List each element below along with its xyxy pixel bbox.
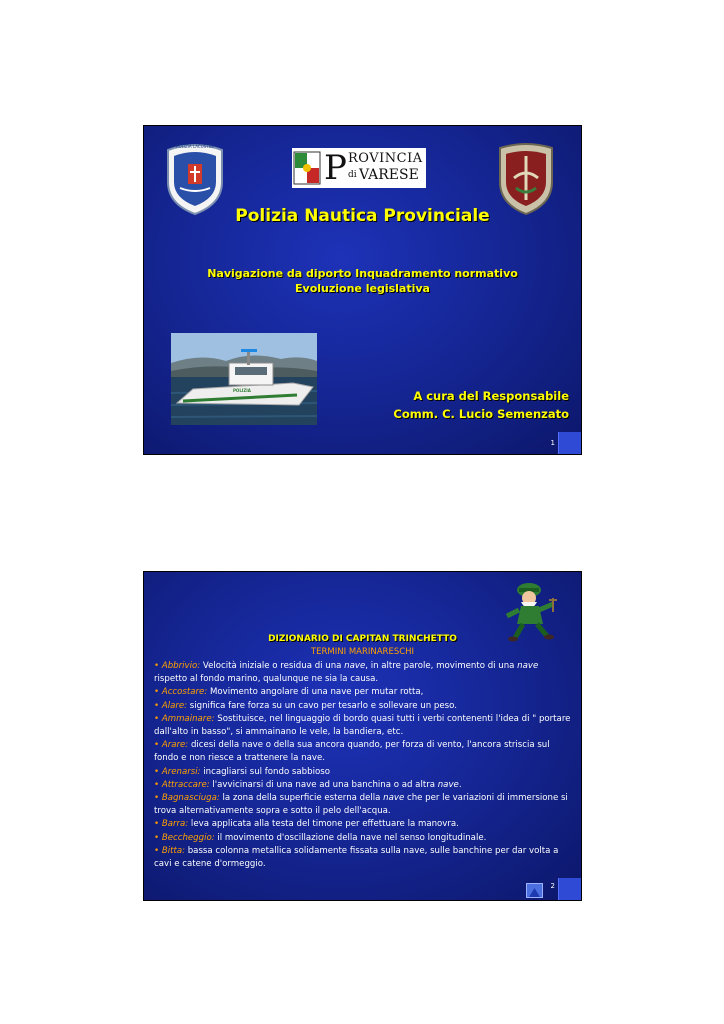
entry-text: Sostituisce, nel linguaggio di bordo quasi tutti i verbi contenenti l'idea di " portare dall'alto in basso", si ammainano le vele, la bandiera, etc. — [154, 713, 571, 738]
entry-text: significa fare forza su un cavo per tesarlo e sollevare un peso. — [187, 700, 457, 711]
entry-term: Barra: — [161, 819, 189, 830]
bullet-icon: • — [154, 845, 162, 856]
polizia-lacustre-text: POLIZIA LACUSTRE — [176, 144, 214, 149]
entry-term: Ammainare: — [161, 713, 215, 724]
bullet-icon: • — [154, 779, 162, 790]
triangle-up-icon — [527, 886, 542, 899]
entry-text: leva applicata alla testa del timone per effettuare la manovra. — [188, 819, 459, 830]
slide-1 — [143, 125, 582, 455]
nav-up-button[interactable] — [526, 883, 543, 898]
entry-italic: nave — [437, 779, 459, 790]
glossary-entry — [154, 779, 573, 792]
capitan-trinchetto-mascot — [499, 576, 563, 642]
logo-letter-p: P — [324, 148, 347, 188]
entry-italic: nave — [383, 793, 405, 804]
entry-italic: nave — [517, 661, 539, 671]
dictionary-title: DIZIONARIO DI CAPITAN TRINCHETTO — [268, 634, 457, 644]
glossary-entry — [154, 660, 573, 686]
author-line-1: A cura del Responsabile — [413, 389, 569, 403]
entry-text: . — [458, 779, 462, 790]
entry-term: Abbrivio: — [161, 661, 201, 671]
logo-di-text: di — [348, 170, 357, 180]
bullet-icon: • — [154, 793, 162, 804]
slide-title: Polizia Nautica Provinciale — [235, 206, 490, 226]
subtitle-line-2: Evoluzione legislativa — [295, 282, 430, 295]
glossary-entry — [154, 792, 573, 818]
glossary-entry — [154, 818, 573, 831]
bullet-icon: • — [154, 713, 162, 724]
entry-term: Alare: — [161, 700, 188, 711]
glossary-entry — [154, 686, 573, 699]
entry-term: Accostare: — [161, 687, 208, 698]
bullet-icon: • — [154, 661, 162, 671]
entry-text: rispetto al fondo marino, qualunque ne sia la causa. — [154, 674, 379, 685]
subtitle-line-1: Navigazione da diporto Inquadramento normativo — [207, 267, 518, 280]
bullet-icon: • — [154, 819, 162, 830]
entry-italic: nave — [344, 661, 366, 671]
slide-2 — [143, 571, 582, 901]
logo-varese-text: VARESE — [359, 167, 419, 183]
bullet-icon: • — [154, 832, 162, 843]
patrol-boat-photo — [171, 333, 317, 425]
entry-text: che per le variazioni di immersione si trova alternativamente sopra e sotto il pelo dell'acqua. — [154, 793, 568, 817]
glossary-entry — [154, 739, 573, 765]
entry-text: dicesi della nave o della sua ancora quando, per forza di vento, l'ancora striscia sul fondo e non riesce a trattenere la nave. — [154, 740, 550, 764]
slide-subtitle — [164, 266, 561, 296]
bullet-icon: • — [154, 700, 162, 711]
entry-term: Beccheggio: — [161, 832, 215, 843]
polizia-lacustre-emblem — [164, 142, 226, 216]
entry-term: Arare: — [161, 740, 189, 751]
entry-text: l'avvicinarsi di una nave ad una banchina o ad altra — [209, 779, 438, 790]
entry-text: incagliarsi sul fondo sabbioso — [200, 766, 330, 777]
boat-label: POLIZIA — [233, 388, 251, 393]
glossary-entry — [154, 700, 573, 713]
page-number: 2 — [550, 882, 555, 890]
glossary-entry — [154, 832, 573, 845]
glossary-entry — [154, 845, 573, 871]
entry-text: la zona della superficie esterna della — [219, 793, 384, 804]
entry-term: Bitta: — [161, 845, 185, 856]
corner-decoration — [558, 878, 581, 900]
bullet-icon: • — [154, 766, 162, 777]
glossary-entry — [154, 713, 573, 739]
page-number: 1 — [550, 439, 555, 447]
entry-text: Movimento angolare di una nave per mutar rotta, — [207, 687, 424, 698]
entry-text: bassa colonna metallica solidamente fissata sulla nave, sulle banchine per dar volta a cavi e catene d'ormeggio. — [154, 845, 559, 870]
entry-term: Attraccare: — [161, 779, 210, 790]
provincia-varese-logo — [292, 148, 426, 188]
entry-text: il movimento d'oscillazione della nave nel senso longitudinale. — [214, 832, 487, 843]
bullet-icon: • — [154, 740, 162, 751]
author-block — [393, 387, 569, 423]
glossary-entry — [154, 766, 573, 779]
entry-term: Arenarsi: — [161, 766, 201, 777]
glossary-list — [154, 660, 573, 871]
entry-text: Velocità iniziale o residua di una — [200, 661, 345, 671]
author-line-2: Comm. C. Lucio Semenzato — [393, 407, 569, 421]
bullet-icon: • — [154, 687, 162, 698]
corner-decoration — [558, 432, 581, 454]
police-badge-emblem — [496, 142, 556, 216]
entry-text: , in altre parole, movimento di una — [365, 661, 518, 671]
dictionary-subtitle: TERMINI MARINARESCHI — [310, 647, 415, 657]
logo-provincia-text: ROVINCIA — [348, 151, 423, 166]
entry-term: Bagnasciuga: — [161, 793, 220, 804]
